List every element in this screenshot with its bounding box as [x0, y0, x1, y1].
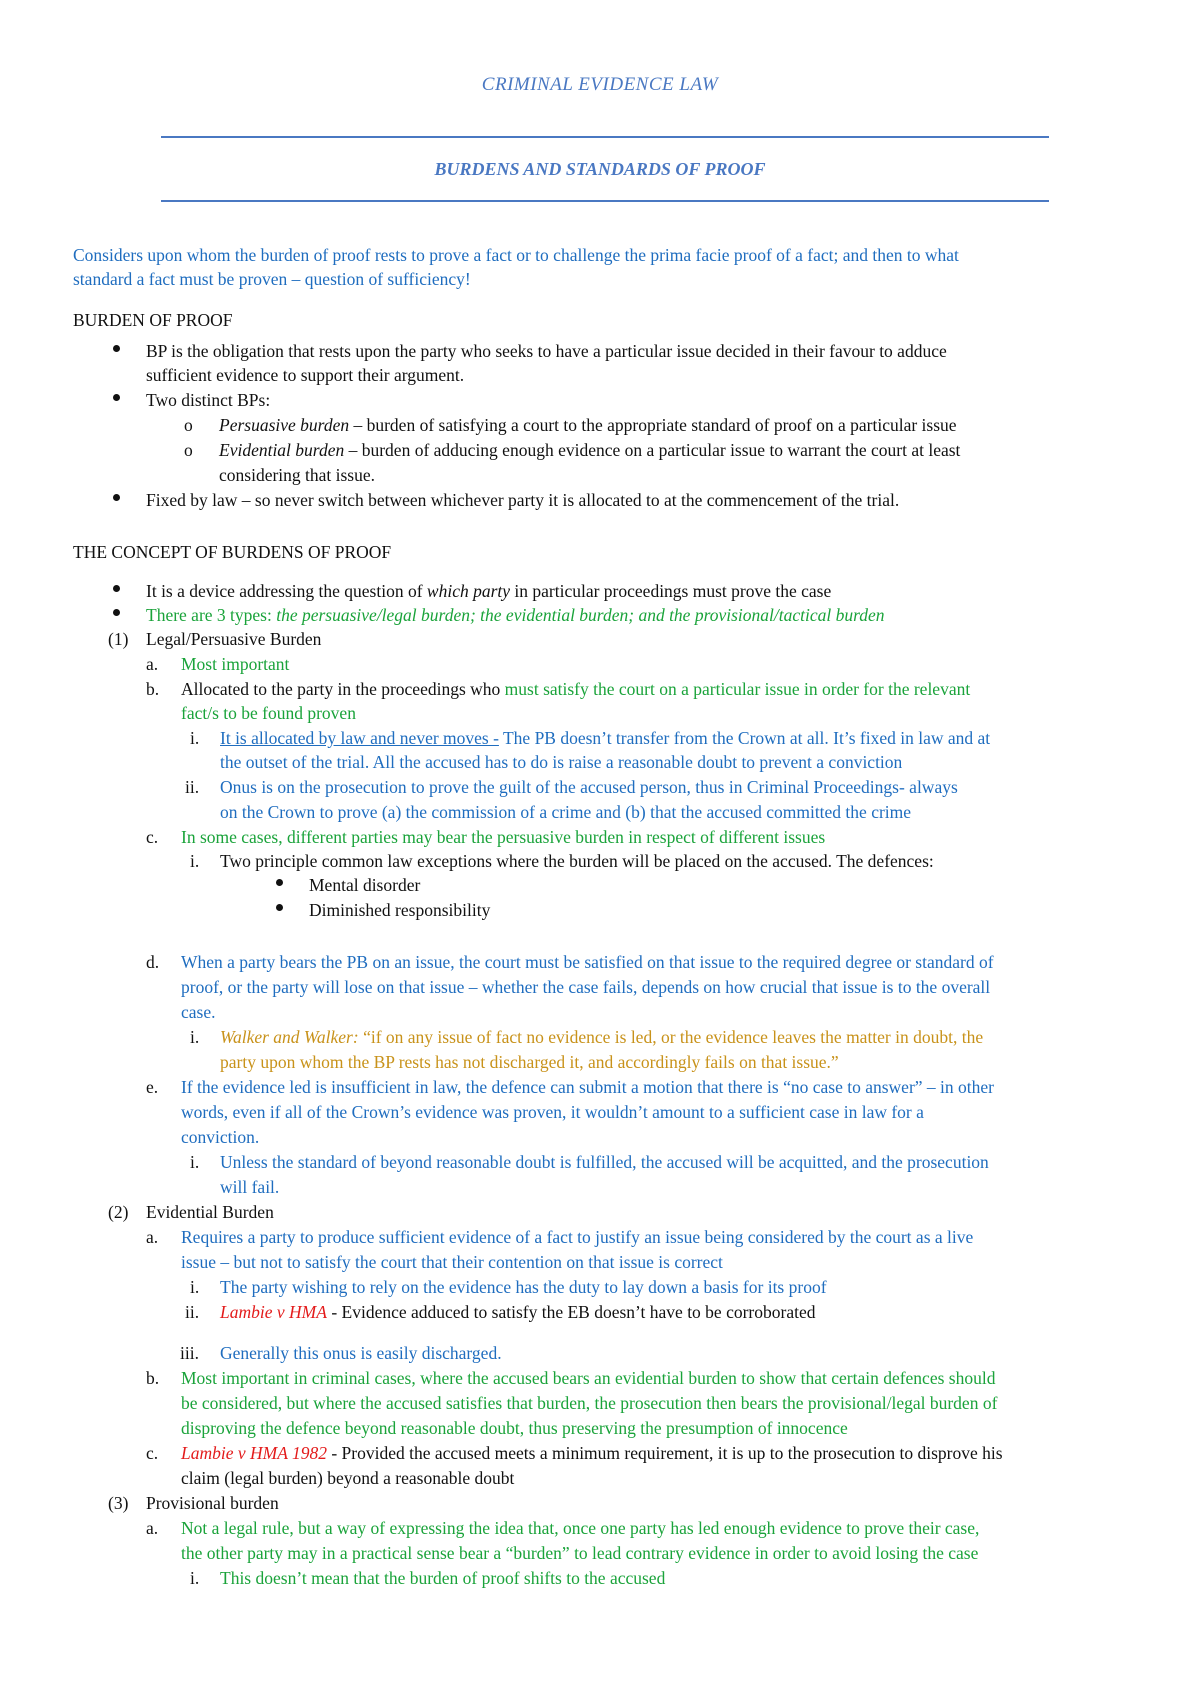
- list-marker: i.: [190, 1277, 200, 1297]
- item-2a-ii-text: - Evidence adduced to satisfy the EB doesn’t have to be corroborated: [326, 1302, 816, 1322]
- item-provisional-burden: Provisional burden: [146, 1493, 279, 1513]
- intro-line-2: standard a fact must be proven – question of sufficiency!: [73, 269, 471, 289]
- item-1b-line-2: fact/s to be found proven: [181, 703, 356, 723]
- item-1d-line-3: case.: [181, 1002, 216, 1022]
- list-marker: e.: [146, 1077, 159, 1097]
- list-marker: c.: [146, 827, 159, 847]
- s1-sub-bullet-persuasive: [219, 413, 957, 437]
- section-heading-burden-of-proof: BURDEN OF PROOF: [73, 310, 233, 330]
- list-marker: d.: [146, 952, 160, 972]
- item-2a-iii: Generally this onus is easily discharged.: [220, 1343, 502, 1363]
- document-title: CRIMINAL EVIDENCE LAW: [481, 74, 719, 95]
- item-1b-pre: Allocated to the party in the proceedings who: [181, 679, 505, 699]
- item-1e-line-3: conviction.: [181, 1127, 260, 1147]
- bullet-icon: [113, 345, 120, 352]
- bullet-icon: [276, 904, 283, 911]
- item-1c-i: Two principle common law exceptions where the burden will be placed on the accused. The defences:: [220, 851, 934, 871]
- s2-bullet-1-italic: which party: [426, 581, 511, 601]
- list-marker: a.: [146, 1518, 159, 1538]
- bullet-icon: [113, 585, 120, 592]
- item-1e-i-line-1: Unless the standard of beyond reasonable doubt is fulfilled, the accused will be acquitted, and the prosecution: [220, 1152, 989, 1172]
- list-marker: i.: [190, 851, 200, 871]
- item-1c: In some cases, different parties may bear the persuasive burden in respect of different issues: [181, 827, 826, 847]
- item-3a-i: This doesn’t mean that the burden of proof shifts to the accused: [220, 1568, 666, 1588]
- document-subtitle: BURDENS AND STANDARDS OF PROOF: [434, 159, 766, 179]
- defence-mental-disorder: Mental disorder: [309, 875, 421, 895]
- item-2a-i: The party wishing to rely on the evidence has the duty to lay down a basis for its proof: [220, 1277, 827, 1297]
- bullet-icon: [113, 609, 120, 616]
- item-1b-i-underlined: It is allocated by law and never moves -: [220, 728, 499, 748]
- item-1b-ii-line-2: on the Crown to prove (a) the commission of a crime and (b) that the accused committed the crime: [220, 802, 912, 822]
- list-marker: (1): [108, 629, 129, 649]
- s2-bullet-2: [146, 603, 885, 627]
- item-2b-line-1: Most important in criminal cases, where the accused bears an evidential burden to show that certain defences should: [181, 1368, 996, 1388]
- item-1b-line-1: [181, 677, 970, 701]
- defence-diminished-responsibility: Diminished responsibility: [309, 900, 491, 920]
- list-marker: i.: [190, 1152, 200, 1172]
- list-marker: a.: [146, 1227, 159, 1247]
- bullet-icon: [276, 879, 283, 886]
- item-1e-line-2: words, even if all of the Crown’s evidence was proven, it wouldn’t amount to a sufficient case in law for a: [181, 1102, 924, 1122]
- s1-bullet-2: Two distinct BPs:: [146, 390, 271, 410]
- item-2b-line-2: be considered, but where the accused satisfies that burden, the prosecution then bears the provisional/legal burden of: [181, 1393, 998, 1413]
- case-walker-and-walker: Walker and Walker:: [220, 1027, 359, 1047]
- item-1a: Most important: [181, 654, 290, 674]
- s2-bullet-2-pre: There are 3 types:: [146, 605, 277, 625]
- item-3a-line-2: the other party may in a practical sense bear a “burden” to lead contrary evidence in order to avoid losing the case: [181, 1543, 979, 1563]
- list-marker: i.: [190, 1568, 200, 1588]
- s1-bullet-1-line-1: BP is the obligation that rests upon the party who seeks to have a particular issue decided in their favour to adduce: [146, 341, 947, 361]
- sub-bullet-marker: o: [184, 415, 193, 435]
- list-marker: (3): [108, 1493, 129, 1513]
- item-2a-line-2: issue – but not to satisfy the court that their contention on that issue is correct: [181, 1252, 723, 1272]
- item-1b-i-line-1: [220, 726, 990, 750]
- item-1d-line-2: proof, or the party will lose on that issue – whether the case fails, depends on how crucial that issue is to the overall: [181, 977, 991, 997]
- case-lambie-v-hma-1982: Lambie v HMA 1982: [181, 1443, 327, 1463]
- text-persuasive-burden: – burden of satisfying a court to the appropriate standard of proof on a particular issue: [349, 415, 957, 435]
- s1-sub-bullet-evidential: [219, 438, 960, 462]
- s2-bullet-1-post: in particular proceedings must prove the case: [510, 581, 832, 601]
- sub-bullet-marker: o: [184, 440, 193, 460]
- list-marker: ii.: [185, 1302, 200, 1322]
- item-3a-line-1: Not a legal rule, but a way of expressing the idea that, once one party has led enough evidence to prove their case,: [181, 1518, 980, 1538]
- s2-bullet-1: [146, 579, 831, 603]
- list-marker: i.: [190, 728, 200, 748]
- s2-bullet-2-italic: the persuasive/legal burden; the evidential burden; and the provisional/tactical burden: [276, 605, 885, 625]
- item-1b-i-text: The PB doesn’t transfer from the Crown at all. It’s fixed in law and at: [498, 728, 991, 748]
- term-persuasive-burden: Persuasive burden: [219, 415, 350, 435]
- title-rule-bottom: [161, 200, 1049, 202]
- list-marker: ii.: [185, 777, 200, 797]
- item-2c-text: - Provided the accused meets a minimum requirement, it is up to the prosecution to disprove his: [326, 1443, 1003, 1463]
- bullet-icon: [113, 494, 120, 501]
- item-1d-i-quote: “if on any issue of fact no evidence is led, or the evidence leaves the matter in doubt, the: [358, 1027, 984, 1047]
- list-marker: c.: [146, 1443, 159, 1463]
- s2-bullet-1-pre: It is a device addressing the question of: [146, 581, 427, 601]
- item-1b-ii-line-1: Onus is on the prosecution to prove the guilt of the accused person, thus in Criminal Proceedings- always: [220, 777, 958, 797]
- bullet-icon: [113, 394, 120, 401]
- item-1d-i-line-2: party upon whom the BP rests has not discharged it, and accordingly fails on that issue.”: [220, 1052, 839, 1072]
- list-marker: iii.: [180, 1343, 199, 1363]
- term-evidential-burden: Evidential burden: [219, 440, 345, 460]
- s1-bullet-3: Fixed by law – so never switch between whichever party it is allocated to at the commencement of the trial.: [146, 490, 900, 510]
- item-evidential-burden: Evidential Burden: [146, 1202, 274, 1222]
- intro-line-1: Considers upon whom the burden of proof rests to prove a fact or to challenge the prima facie proof of a fact; and then to what: [73, 245, 959, 265]
- list-marker: i.: [190, 1027, 200, 1047]
- item-legal-persuasive-burden: Legal/Persuasive Burden: [146, 629, 322, 649]
- item-1d-line-1: When a party bears the PB on an issue, the court must be satisfied on that issue to the required degree or standard of: [181, 952, 994, 972]
- item-2c-line-1: [181, 1441, 1003, 1465]
- list-marker: b.: [146, 1368, 160, 1388]
- item-1b-green: must satisfy the court on a particular issue in order for the relevant: [504, 679, 971, 699]
- item-2b-line-3: disproving the defence beyond reasonable doubt, thus preserving the presumption of innocence: [181, 1418, 848, 1438]
- s1-sub-bullet-evidential-line-2: considering that issue.: [219, 465, 376, 485]
- list-marker: (2): [108, 1202, 129, 1222]
- section-heading-concept: THE CONCEPT OF BURDENS OF PROOF: [73, 542, 392, 562]
- item-1e-i-line-2: will fail.: [220, 1177, 280, 1197]
- text-evidential-burden: – burden of adducing enough evidence on a particular issue to warrant the court at least: [344, 440, 961, 460]
- case-lambie-v-hma: Lambie v HMA: [220, 1302, 327, 1322]
- title-rule-top: [161, 136, 1049, 138]
- list-marker: a.: [146, 654, 159, 674]
- item-2a-ii: [220, 1300, 815, 1324]
- list-marker: b.: [146, 679, 160, 699]
- s1-bullet-1-line-2: sufficient evidence to support their argument.: [146, 365, 465, 385]
- item-1e-line-1: If the evidence led is insufficient in law, the defence can submit a motion that there is “no case to answer” – in other: [181, 1077, 994, 1097]
- item-2a-line-1: Requires a party to produce sufficient evidence of a fact to justify an issue being considered by the court as a live: [181, 1227, 974, 1247]
- item-1b-i-line-2: the outset of the trial. All the accused has to do is raise a reasonable doubt to prevent a conviction: [220, 752, 903, 772]
- item-2c-line-2: claim (legal burden) beyond a reasonable doubt: [181, 1468, 515, 1488]
- item-1d-i-line-1: [220, 1025, 983, 1049]
